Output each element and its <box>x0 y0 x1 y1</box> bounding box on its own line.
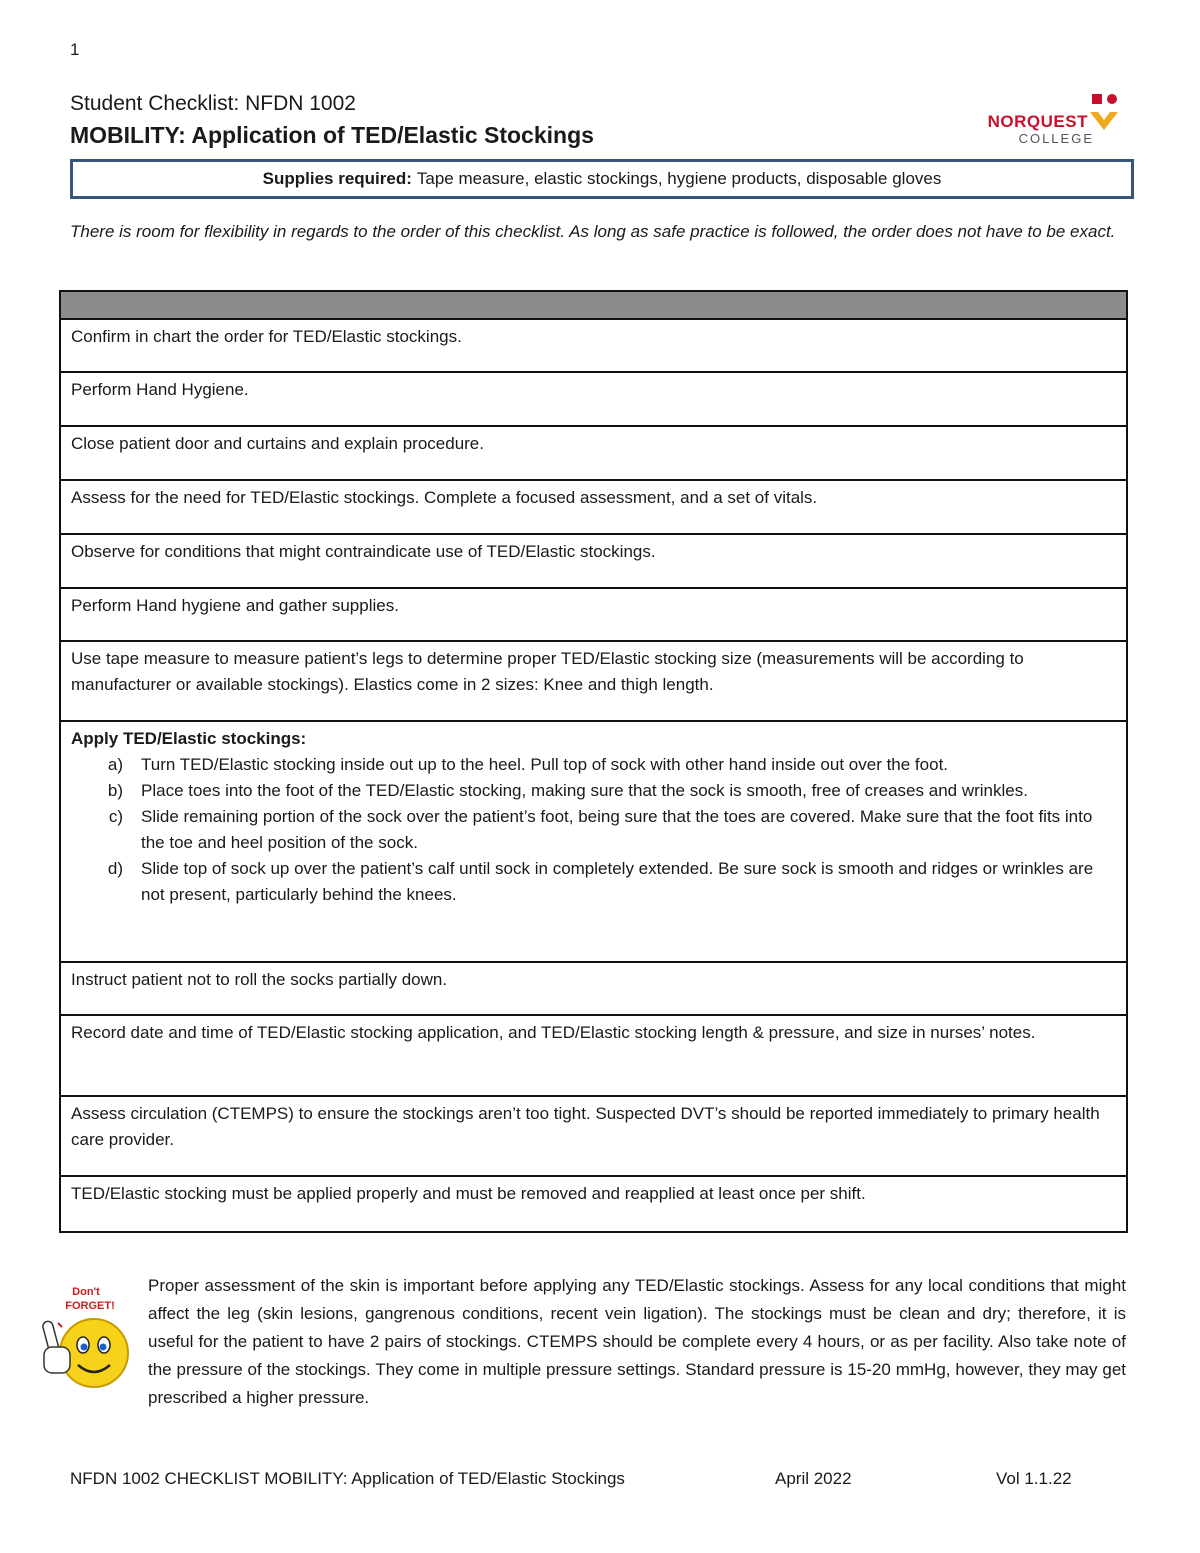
checklist-row <box>61 427 1126 481</box>
checklist-row-text: Instruct patient not to roll the socks partially down. <box>71 970 448 989</box>
checklist-row <box>61 589 1126 642</box>
step-letter: b) <box>107 781 123 800</box>
checklist-row-text: Use tape measure to measure patient’s legs to determine proper TED/Elastic stocking size (measurements will be according to manufacturer or available stockings). Elastics come in 2 sizes: Knee and thigh length. <box>71 649 1024 694</box>
list-item <box>71 778 1116 804</box>
step-letter: d) <box>107 859 123 878</box>
checklist-row-text: Record date and time of TED/Elastic stocking application, and TED/Elastic stocking length & pressure, and size in nurses’ notes. <box>71 1023 1036 1042</box>
reminder-note: Proper assessment of the skin is important before applying any TED/Elastic stockings. Assess for any local conditions that might affect the leg (skin lesions, gangrenous conditions, recent vein ligation). The stockings must be clean and dry; therefore, it is useful for the patient to have 2 pairs of stockings. CTEMPS should be complete every 4 hours, or as per facility. Also take note of the pressure of the stockings. They come in multiple pressure settings. Standard pressure is 15-20 mmHg, however, they may get prescribed a higher pressure. <box>148 1276 1126 1407</box>
checklist-row <box>61 1177 1126 1231</box>
step-text: Slide top of sock up over the patient’s calf until sock in completely extended. Be sure sock is smooth and ridges or wrinkles are not present, particularly behind the knees. <box>141 859 1094 904</box>
apply-steps-list <box>71 752 1116 908</box>
logo-mark-icon <box>1088 90 1122 136</box>
checklist-row <box>61 1097 1126 1177</box>
checklist-row <box>61 373 1126 427</box>
step-letter: c) <box>108 807 123 826</box>
checklist-row <box>61 320 1126 373</box>
dont-forget-icon <box>40 1283 132 1393</box>
checklist-row <box>61 535 1126 589</box>
checklist-row <box>61 642 1126 722</box>
checklist-row-text: TED/Elastic stocking must be applied properly and must be removed and reapplied at least once per shift. <box>71 1184 866 1203</box>
supplies-box <box>70 159 1134 199</box>
checklist-row-text: Perform Hand hygiene and gather supplies. <box>71 596 399 615</box>
footer-title: NFDN 1002 CHECKLIST MOBILITY: Application of TED/Elastic Stockings <box>70 1469 625 1488</box>
step-text: Slide remaining portion of the sock over the patient’s foot, being sure that the toes are covered. Make sure that the foot fits into the toe and heel position of the sock. <box>141 807 1093 852</box>
checklist-row-text: Perform Hand Hygiene. <box>71 380 249 399</box>
page-title: MOBILITY: Application of TED/Elastic Stockings <box>70 122 594 148</box>
checklist-header-bar <box>61 292 1126 320</box>
step-letter: a) <box>107 755 123 774</box>
checklist-table <box>59 290 1128 1233</box>
checklist-row-text: Assess for the need for TED/Elastic stockings. Complete a focused assessment, and a set of vitals. <box>71 488 818 507</box>
forget-label: FORGET! <box>65 1300 115 1312</box>
checklist-row-text: Assess circulation (CTEMPS) to ensure the stockings aren’t too tight. Suspected DVT’s should be reported immediately to primary health care provider. <box>71 1104 1100 1149</box>
step-text: Turn TED/Elastic stocking inside out up to the heel. Pull top of sock with other hand inside out over the foot. <box>141 755 949 774</box>
footer-version: Vol 1.1.22 <box>996 1469 1072 1488</box>
checklist-row-text: Close patient door and curtains and explain procedure. <box>71 434 484 453</box>
logo-subtext: COLLEGE <box>1018 131 1094 146</box>
checklist-row-text: Confirm in chart the order for TED/Elastic stockings. <box>71 327 462 346</box>
checklist-row <box>61 963 1126 1016</box>
page-number: 1 <box>70 40 80 59</box>
list-item <box>71 856 1116 908</box>
footer-date: April 2022 <box>775 1469 852 1488</box>
supplies-text: Tape measure, elastic stockings, hygiene products, disposable gloves <box>416 169 942 188</box>
list-item <box>71 804 1116 856</box>
checklist-row <box>61 481 1126 535</box>
checklist-row <box>61 1016 1126 1097</box>
checklist-row-apply <box>61 722 1126 963</box>
checklist-subtitle: Student Checklist: NFDN 1002 <box>70 92 356 115</box>
college-logo <box>978 82 1130 148</box>
dont-label: Don't <box>72 1286 100 1298</box>
list-item <box>71 752 1116 778</box>
apply-title: Apply TED/Elastic stockings: <box>71 729 307 748</box>
checklist-row-text: Observe for conditions that might contraindicate use of TED/Elastic stockings. <box>71 542 656 561</box>
step-text: Place toes into the foot of the TED/Elastic stocking, making sure that the sock is smooth, free of creases and wrinkles. <box>141 781 1028 800</box>
logo-wordmark: NORQUEST <box>987 112 1088 131</box>
intro-note: There is room for flexibility in regards to the order of this checklist. As long as safe practice is followed, the order does not have to be exact. <box>70 222 1116 241</box>
supplies-label: Supplies required: <box>262 169 412 188</box>
